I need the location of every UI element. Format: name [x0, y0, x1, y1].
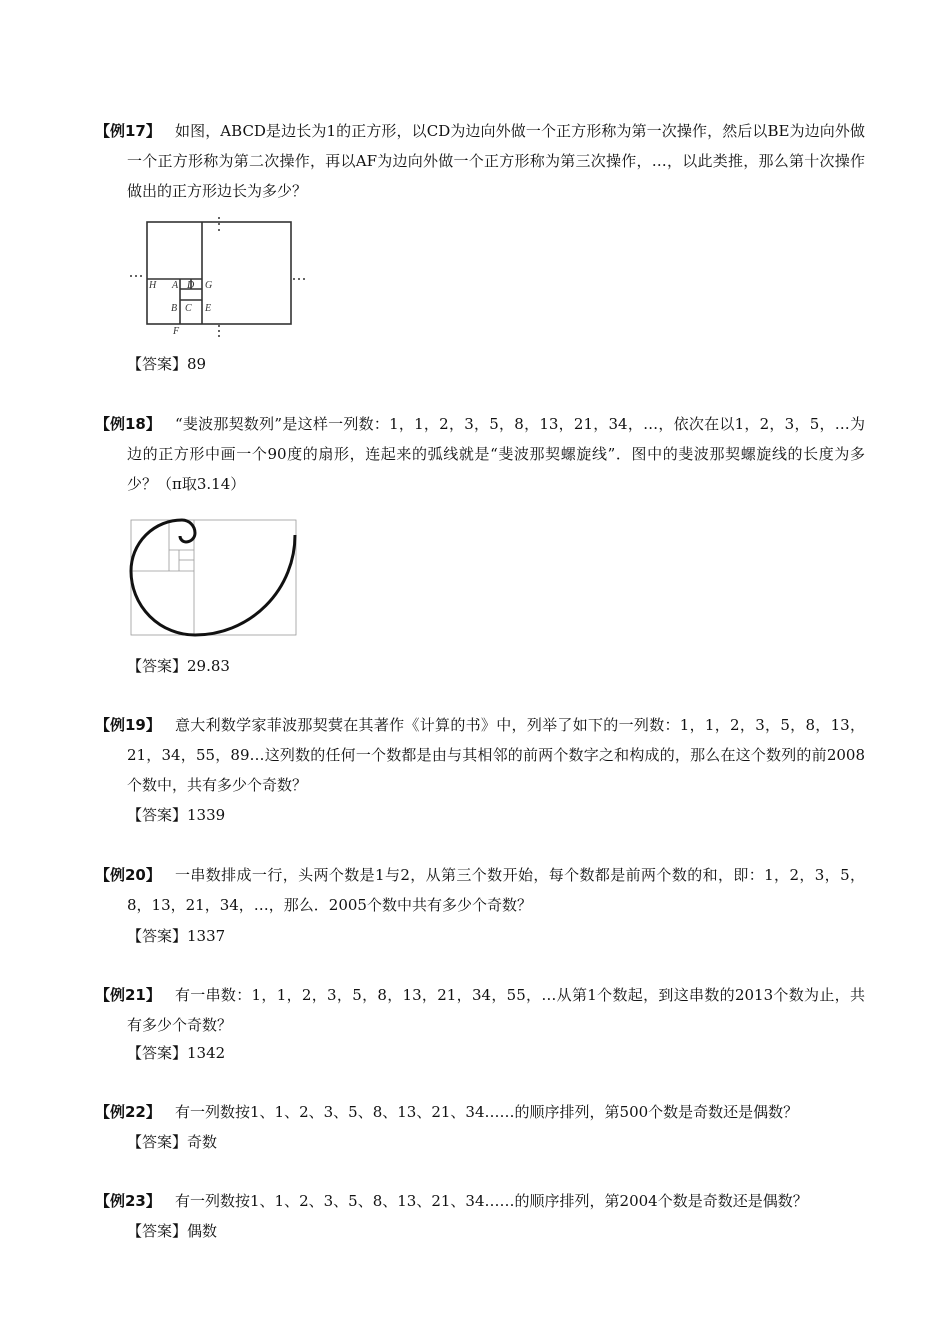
answer-value: 89	[187, 355, 207, 373]
problem-text: 有一串数：1，1，2，3，5，8，13，21，34，55，…从第1个数起，到这串数的2013个数为止，共有多少个奇数？	[127, 986, 865, 1034]
label-c: C	[185, 303, 192, 314]
answer-23	[127, 1219, 217, 1243]
answer-key: 【答案】	[127, 1222, 188, 1240]
answer-19	[127, 803, 225, 827]
answer-18	[127, 654, 230, 678]
problem-21	[95, 980, 865, 1040]
label-b: B	[171, 303, 178, 314]
answer-key: 【答案】	[127, 355, 188, 373]
label-g: G	[205, 280, 213, 291]
problem-23	[95, 1186, 865, 1216]
answer-21	[127, 1041, 225, 1065]
answer-key: 【答案】	[127, 657, 188, 675]
problem-label: 【例19】	[95, 716, 161, 734]
problem-label: 【例23】	[95, 1192, 161, 1210]
problem-label: 【例21】	[95, 986, 161, 1004]
problem-text: 有一列数按1、1、2、3、5、8、13、21、34……的顺序排列，第2004个数是奇数还是偶数？	[175, 1192, 808, 1210]
problem-label: 【例20】	[95, 866, 161, 884]
answer-20	[127, 924, 225, 948]
label-a: A	[172, 280, 179, 291]
problem-19	[95, 710, 865, 800]
answer-key: 【答案】	[127, 806, 188, 824]
answer-value: 偶数	[187, 1222, 218, 1240]
label-h: H	[149, 280, 157, 291]
problem-18	[95, 409, 865, 499]
problem-text: 如图，ABCD是边长为1的正方形，以CD为边向外做一个正方形称为第一次操作，然后以BE为边向外做一个正方形称为第二次操作，再以AF为边向外做一个正方形称为第三次操作，…，以此类推，那么第十次操作做出的正方形边长为多少？	[127, 122, 865, 200]
label-f: F	[173, 326, 180, 337]
answer-key: 【答案】	[127, 927, 188, 945]
problem-17	[95, 116, 865, 206]
problem-text: 有一列数按1、1、2、3、5、8、13、21、34……的顺序排列，第500个数是奇数还是偶数？	[175, 1103, 799, 1121]
answer-22	[127, 1130, 217, 1154]
problem-label: 【例17】	[95, 122, 161, 140]
problem-text: “斐波那契数列”是这样一列数：1，1，2，3，5，8，13，21，34，…，依次在以1，2，3，5，…为边的正方形中画一个90度的扇形，连起来的弧线就是“斐波那契螺旋线”．图中的斐波那契螺旋线的长度为多少？（π取3.14）	[127, 415, 865, 493]
square-operations-figure	[128, 214, 308, 338]
problem-label: 【例18】	[95, 415, 161, 433]
problem-label: 【例22】	[95, 1103, 161, 1121]
problem-22	[95, 1097, 865, 1127]
answer-value: 1339	[187, 806, 226, 824]
answer-value: 1342	[187, 1044, 226, 1062]
problem-text: 意大利数学家菲波那契蓂在其著作《计算的书》中，列举了如下的一列数：1，1，2，3，5，8，13，21，34，55，89…这列数的任何一个数都是由与其相邻的前两个数字之和构成的，那么在这个数列的前2008个数中，共有多少个奇数？	[127, 716, 865, 794]
fibonacci-spiral-figure	[128, 517, 300, 639]
label-e: E	[205, 303, 212, 314]
answer-value: 1337	[187, 927, 226, 945]
answer-value: 奇数	[187, 1133, 218, 1151]
answer-value: 29.83	[187, 657, 230, 675]
answer-key: 【答案】	[127, 1133, 188, 1151]
answer-17	[127, 352, 206, 376]
problem-text: 一串数排成一行，头两个数是1与2，从第三个数开始，每个数都是前两个数的和，即：1，2，3，5，8，13，21，34，…，那么．2005个数中共有多少个奇数？	[127, 866, 865, 914]
answer-key: 【答案】	[127, 1044, 188, 1062]
problem-20	[95, 860, 865, 920]
label-d: D	[187, 280, 195, 291]
